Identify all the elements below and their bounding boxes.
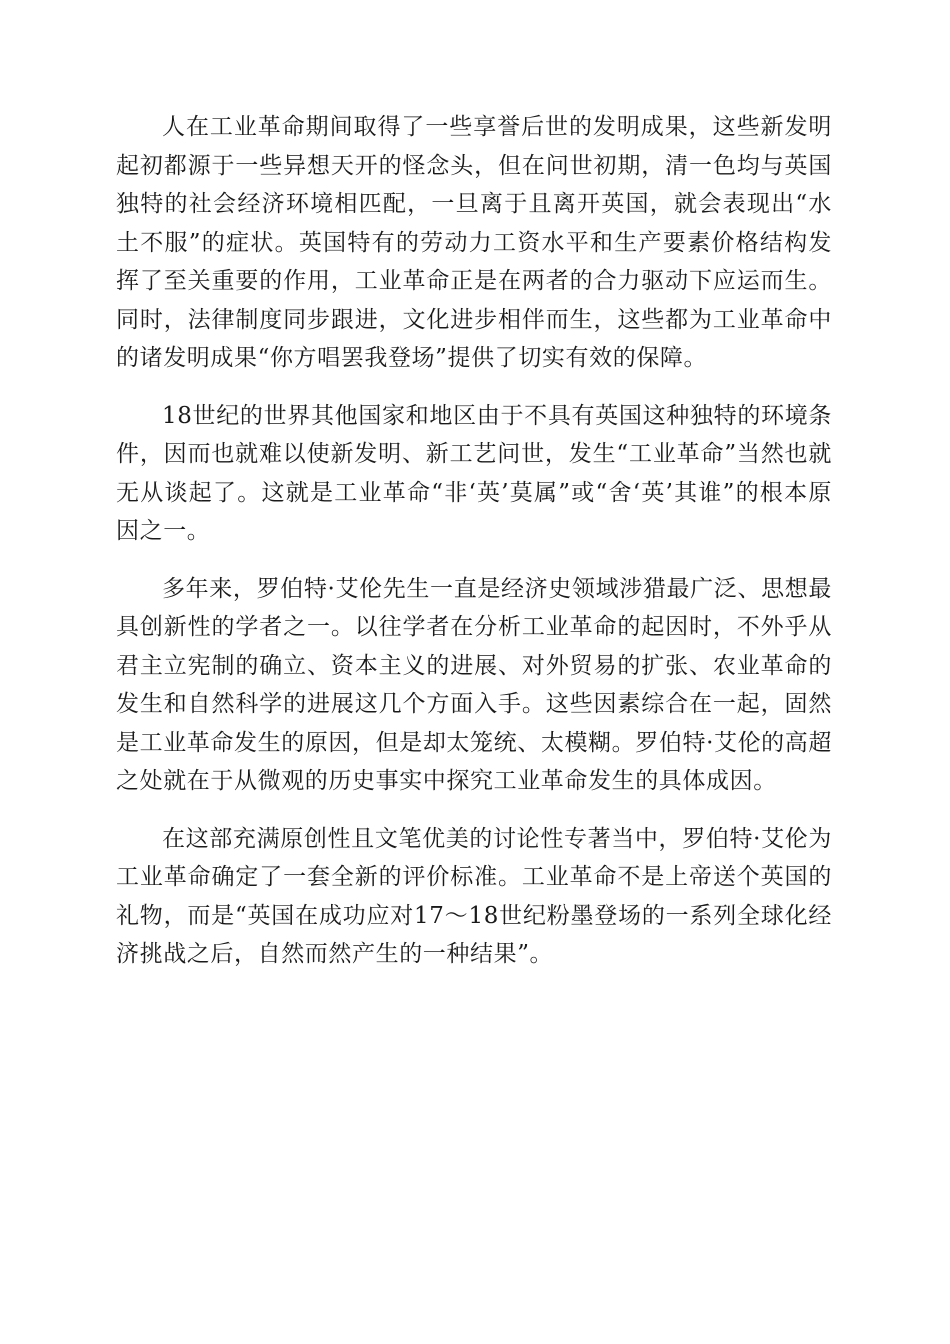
paragraph-3: 多年来，罗伯特·艾伦先生一直是经济史领域涉猎最广泛、思想最具创新性的学者之一。以往学者在分析工业革命的起因时，不外乎从君主立宪制的确立、资本主义的进展、对外贸易的扩张、农业革命的发生和自然科学的进展这几个方面入手。这些因素综合在一起，固然是工业革命发生的原因，但是却太笼统、太模糊。罗伯特·艾伦的高超之处就在于从微观的历史事实中探究工业革命发生的具体成因。 [116,575,832,794]
paragraph-1: 人在工业革命期间取得了一些享誉后世的发明成果，这些新发明起初都源于一些异想天开的怪念头，但在问世初期，清一色均与英国独特的社会经济环境相匹配，一旦离于且离开英国，就会表现出“水土不服”的症状。英国特有的劳动力工资水平和生产要素价格结构发挥了至关重要的作用，工业革命正是在两者的合力驱动下应运而生。同时，法律制度同步跟进，文化进步相伴而生，这些都为工业革命中的诸发明成果“你方唱罢我登场”提供了切实有效的保障。 [116,114,832,371]
document-page [116,108,832,993]
paragraph-2: 18世纪的世界其他国家和地区由于不具有英国这种独特的环境条件，因而也就难以使新发明、新工艺问世，发生“工业革命”当然也就无从谈起了。这就是工业革命“非‘英’莫属”或“舍‘英’其谁”的根本原因之一。 [116,402,832,544]
paragraph-4: 在这部充满原创性且文笔优美的讨论性专著当中，罗伯特·艾伦为工业革命确定了一套全新的评价标准。工业革命不是上帝送个英国的礼物，而是“英国在成功应对17～18世纪粉墨登场的一系列全球化经济挑战之后，自然而然产生的一种结果”。 [116,825,832,967]
